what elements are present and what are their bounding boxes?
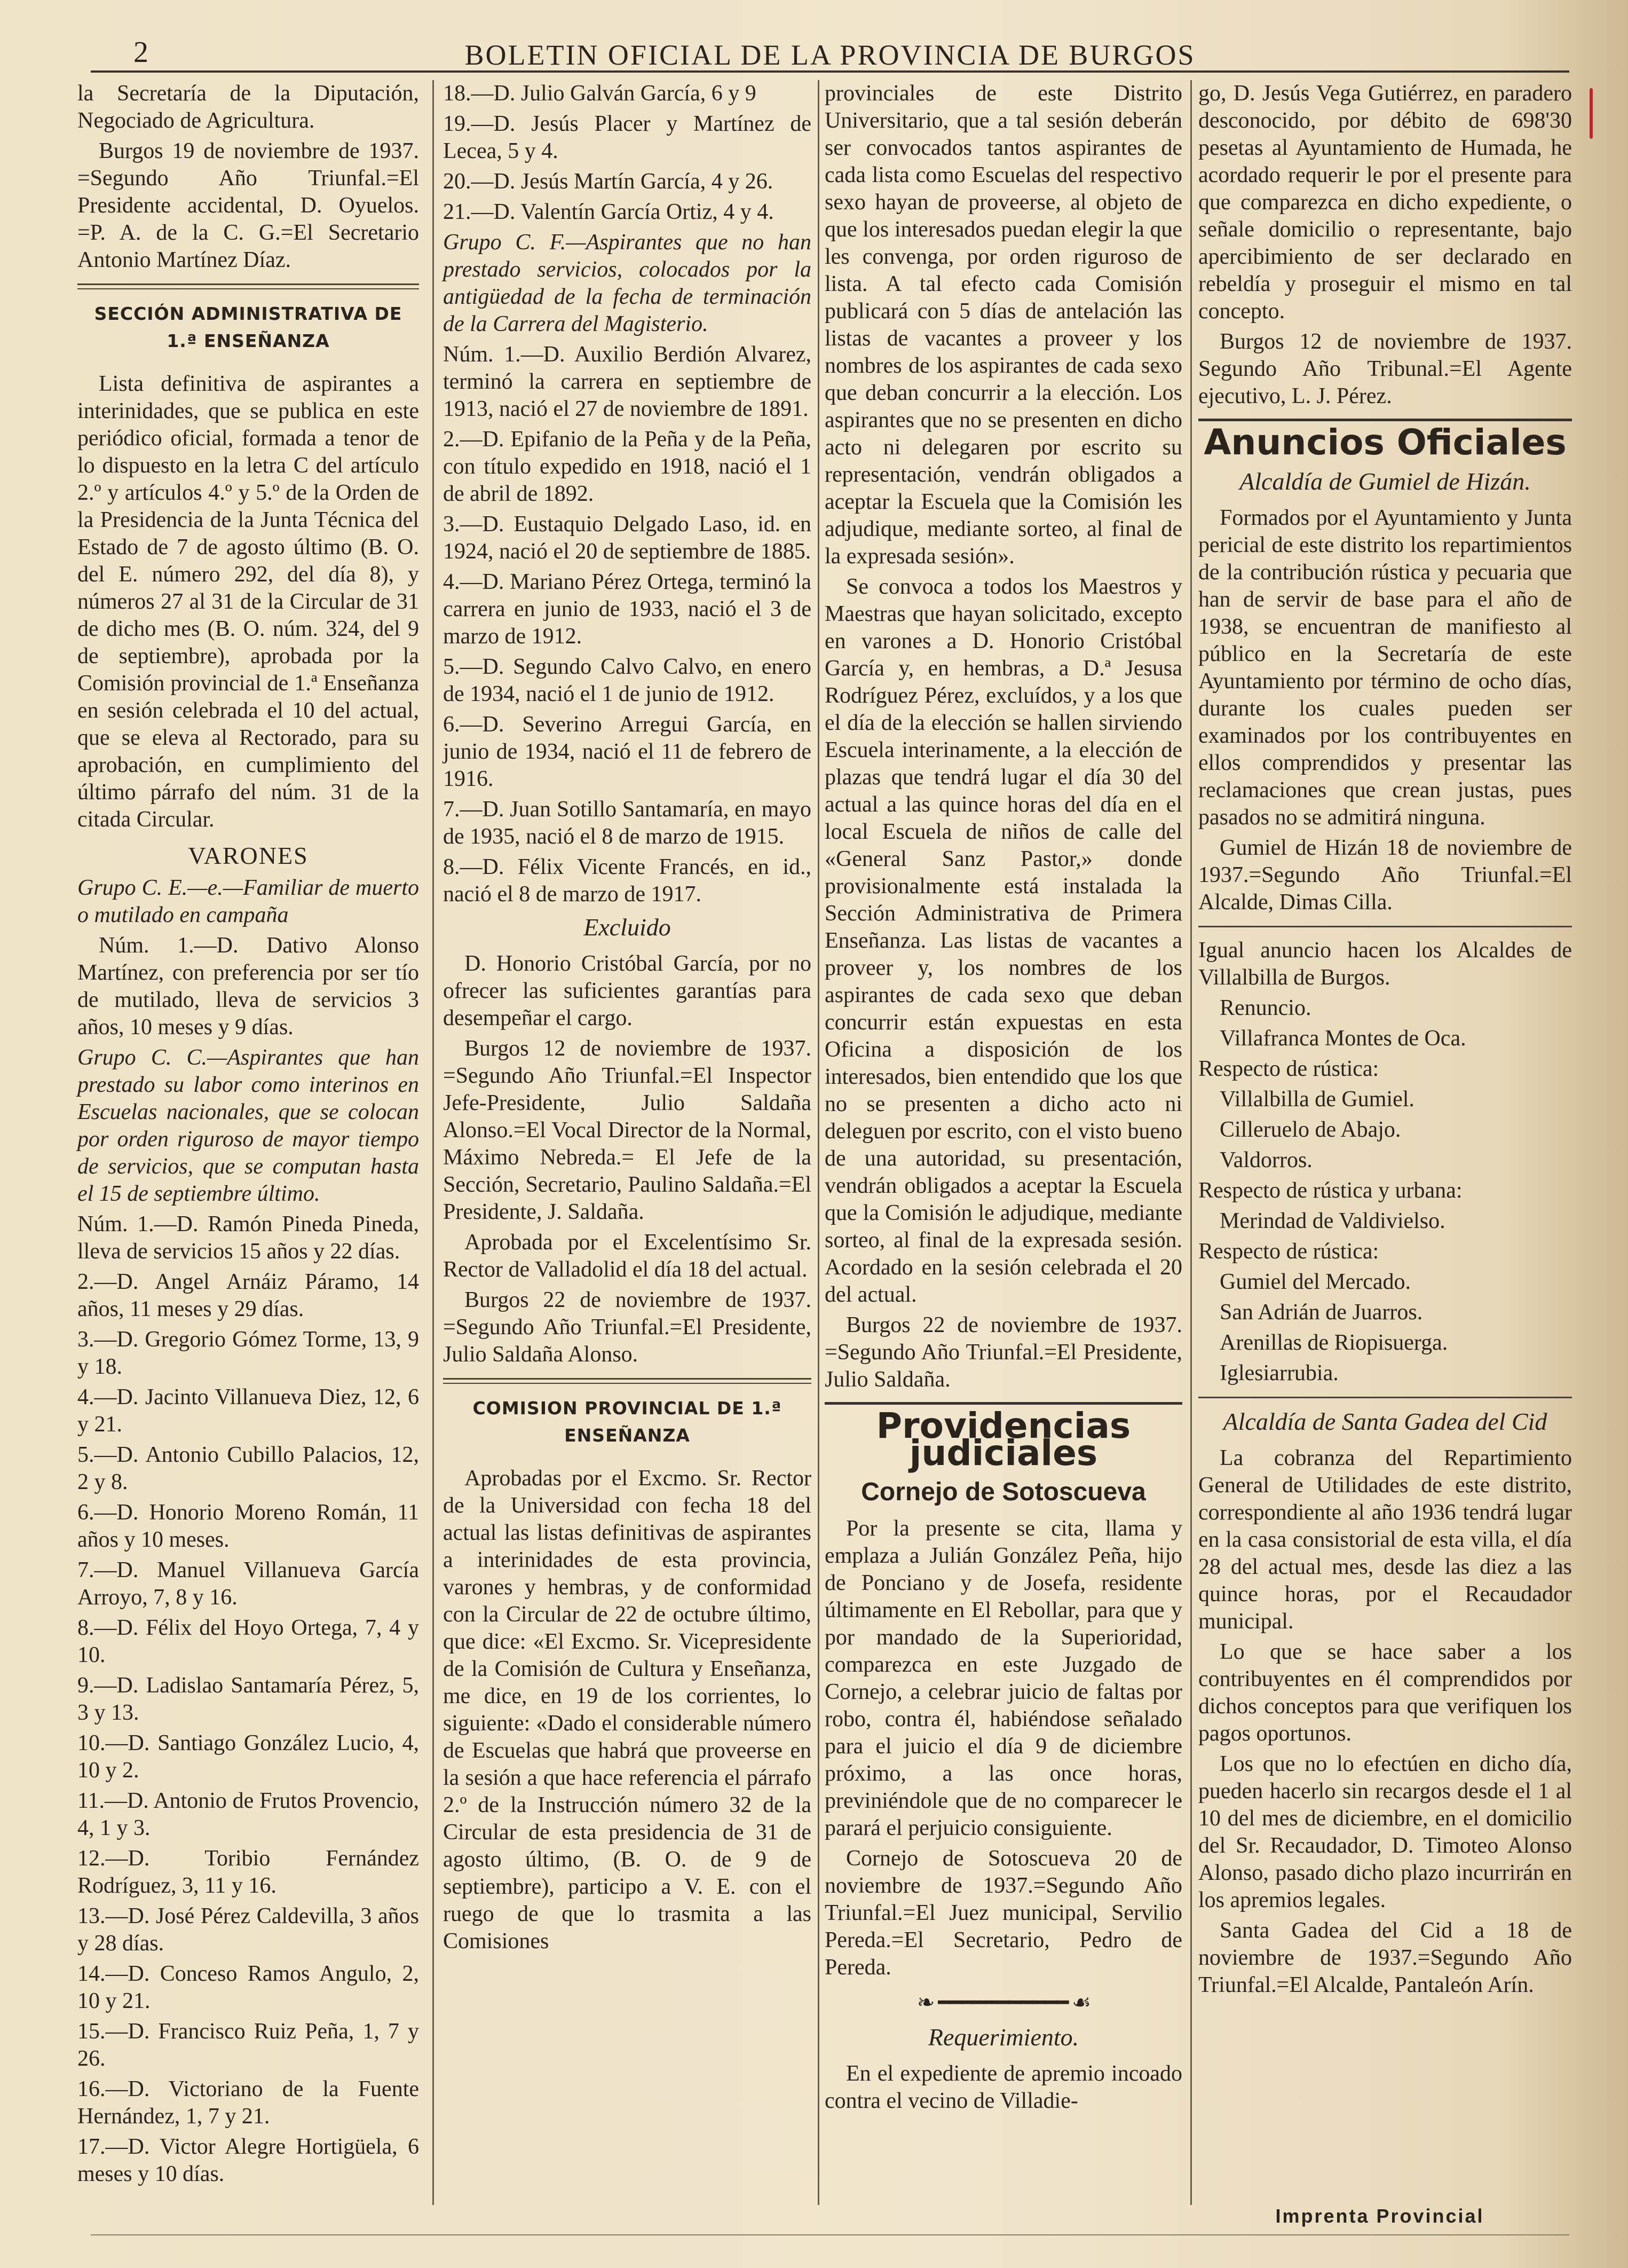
list-item: San Adrián de Juarros. <box>1220 1300 1423 1325</box>
paragraph: go, D. Jesús Vega Gutiérrez, en paradero desconocido, por débito de 698'30 pesetas al Ayuntamiento de Humada, he acordado requerir le por el presente para que comparezca en dicho expediente, o señale domicilio o representante, bajo apercibimiento de ser declarado en rebeldía y proseguir el mismo en tal concepto. <box>1198 81 1572 324</box>
section-rule <box>1198 1397 1572 1398</box>
list-item: Núm. 1.—D. Auxilio Berdión Alvarez, terminó la carrera en septiembre de 1913, nació el 27 de noviembre de 1891. <box>443 342 811 421</box>
paragraph: Santa Gadea del Cid a 18 de noviembre de 1937.=Segundo Año Triunfal.=El Alcalde, Pantaleón Arín. <box>1198 1918 1572 1997</box>
list-item: 2.—D. Epifanio de la Peña y de la Peña, con título expedido en 1918, nació el 1 de abril de 1892. <box>443 427 811 506</box>
paragraph: Aprobadas por el Excmo. Sr. Rector de la Universidad con fecha 18 del actual las listas definitivas de aspirantes a interinidades de esta provincia, varones y hembras, y de conformidad con la Circular de 22 de octubre último, que dice: «El Excmo. Sr. Vicepresidente de la Comisión de Cultura y Enseñanza, me dice, en 19 de los corrientes, lo siguiente: «Dado el considerable número de Escuelas que habrá que proveerse en la sesión a que hace referencia el párrafo 2.º de la Instrucción número 32 de la Circular de esta presidencia de 31 de agosto último, (B. O. de 9 de septiembre), participo a V. E. con el ruego de que lo trasmita a las Comisiones <box>443 1466 811 1954</box>
paragraph: D. Honorio Cristóbal García, por no ofrecer las suficientes garantías para desempeñar el cargo. <box>443 951 811 1030</box>
paragraph: Aprobada por el Excelentísimo Sr. Rector de Valladolid el día 18 del actual. <box>443 1230 811 1282</box>
list-item: 7.—D. Manuel Villanueva García Arroyo, 7, 8 y 16. <box>77 1558 419 1610</box>
list-item: 14.—D. Conceso Ramos Angulo, 2, 10 y 21. <box>77 1962 419 2013</box>
list-item: Igual anuncio hacen los Alcaldes de Villalbilla de Burgos. <box>1198 938 1572 990</box>
page-number: 2 <box>133 36 148 69</box>
candidate-list <box>443 341 811 908</box>
list-item: Gumiel del Mercado. <box>1220 1270 1411 1294</box>
subheading-cornejo: Cornejo de Sotoscueva <box>861 1478 1146 1506</box>
municipality-list <box>1198 937 1572 1387</box>
column-3 <box>825 80 1182 2118</box>
paragraph: Por la presente se cita, llama y emplaza a Julián González Peña, hijo de Ponciano y de Josefa, residente últimamente en El Rebollar, para que y por mandado de la Superioridad, comparezca en este Juzgado de Cornejo, a celebrar juicio de faltas por robo, contra él, habiéndose señalado para el juicio el día 9 de diciembre próximo, a las once horas, previniéndole que de no comparecer le parará el perjuicio consiguiente. <box>825 1516 1182 1840</box>
subheading-santa-gadea: Alcaldía de Santa Gadea del Cid <box>1223 1408 1547 1435</box>
page-header <box>91 33 1569 73</box>
list-item: Renuncio. <box>1220 996 1311 1020</box>
column-divider <box>818 80 819 2205</box>
paragraph: En el expediente de apremio incoado contra el vecino de Villadie- <box>825 2061 1182 2113</box>
list-item: Respecto de rústica y urbana: <box>1198 1178 1463 1203</box>
paragraph: Burgos 22 de noviembre de 1937. =Segundo Año Triunfal.=El Presidente, Julio Saldaña. <box>825 1313 1182 1392</box>
bottom-rule <box>91 2234 1569 2235</box>
list-item: Núm. 1.—D. Dativo Alonso Martínez, con preferencia por ser tío de mutilado, lleva de servicios 3 años, 10 meses y 9 días. <box>77 933 419 1040</box>
list-item: Villalbilla de Gumiel. <box>1220 1087 1414 1112</box>
publication-title: BOLETIN OFICIAL DE LA PROVINCIA DE BURGOS <box>464 39 1196 71</box>
list-item: Respecto de rústica: <box>1198 1057 1379 1081</box>
section-banner-providencias: Providencias judiciales <box>825 1402 1182 1467</box>
column-2 <box>443 80 811 1958</box>
list-item: 16.—D. Victoriano de la Fuente Hernández, 1, 7 y 21. <box>77 2077 419 2129</box>
list-item: 21.—D. Valentín García Ortiz, 4 y 4. <box>443 200 774 224</box>
candidate-list <box>443 80 811 226</box>
paragraph: Cornejo de Sotoscueva 20 de noviembre de 1937.=Segundo Año Triunfal.=El Juez municipal, Servilio Pereda.=El Secretario, Pedro de Pereda. <box>825 1846 1182 1980</box>
list-item: 3.—D. Gregorio Gómez Torme, 13, 9 y 18. <box>77 1327 419 1379</box>
list-item: Cilleruelo de Abajo. <box>1220 1117 1401 1142</box>
section-rule <box>1198 926 1572 927</box>
column-1 <box>77 80 419 2191</box>
list-item: 2.—D. Angel Arnáiz Páramo, 14 años, 11 meses y 29 días. <box>77 1270 419 1321</box>
section-rule <box>77 284 419 289</box>
paragraph: la Secretaría de la Diputación, Negociado de Agricultura. <box>77 81 419 133</box>
paragraph: Burgos 12 de noviembre de 1937. Segundo Año Tribunal.=El Agente ejecutivo, L. J. Pérez. <box>1198 329 1572 408</box>
candidate-list <box>77 1211 419 2188</box>
paragraph: Se convoca a todos los Maestros y Maestras que hayan solicitado, excepto en varones a D. Honorio Cristóbal García y, en hembras, a D.ª Jesusa Rodríguez Pérez, excluídos, y a los que el día de la elección se hallen sirviendo Escuela interinamente, a la elección de plazas que tendrá lugar el día 30 del actual a las quince horas del día en el local Escuela de niños de calle del «General Sanz Pastor,» donde provisionalmente está instalada la Sección Administrativa de Primera Enseñanza. Las listas de vacantes a proveer y, los nombres de los aspirantes de cada sexo que deban concurrir están expuestas en esta Oficina a disposición de los interesados, bien entendido que los que no se presenten a dicho acto ni deleguen por escrito, con el visto bueno de una autoridad, su presentación, vendrán obligados a aceptar la Escuela que la Comisión le adjudique, mediante sorteo, al final de la expresada sesión. Acordado en la sesión celebrada el 20 del actual. <box>825 574 1182 1307</box>
paragraph: provinciales de este Distrito Universitario, que a tal sesión deberán ser convocados tantos aspirantes de cada lista como Escuelas del respectivo sexo hayan de proveerse, al objeto de que los interesados puedan elegir la que les convenga, por orden riguroso de lista. A tal efecto cada Comisión publicará con 5 días de antelación las listas de vacantes a proveer y los nombres de los aspirantes de cada sexo que deban concurrir a la elección. Los aspirantes que no se presenten en dicho acto ni delegaren por escrito su representación, vendrán obligados a aceptar la Escuela que la Comisión les adjudique, mediante sorteo, al final de la expresada sesión». <box>825 81 1182 569</box>
list-item: 4.—D. Mariano Pérez Ortega, terminó la carrera en junio de 1933, nació el 3 de marzo de 1912. <box>443 570 811 649</box>
section-heading: SECCIÓN ADMINISTRATIVA DE 1.ª ENSEÑANZA <box>94 303 402 351</box>
list-item: Núm. 1.—D. Ramón Pineda Pineda, lleva de servicios 15 años y 22 días. <box>77 1212 419 1264</box>
list-item: 13.—D. José Pérez Caldevilla, 3 años y 28 días. <box>77 1904 419 1956</box>
list-item: 6.—D. Severino Arregui García, en junio de 1934, nació el 11 de febrero de 1916. <box>443 712 811 791</box>
list-item: 7.—D. Juan Sotillo Santamaría, en mayo de 1935, nació el 8 de marzo de 1915. <box>443 797 811 849</box>
list-item: 15.—D. Francisco Ruiz Peña, 1, 7 y 26. <box>77 2019 419 2071</box>
list-item: Arenillas de Riopisuerga. <box>1220 1330 1448 1355</box>
paragraph: Los que no lo efectúen en dicho día, pueden hacerlo sin recargos desde el 1 al 10 del mes de diciembre, en el domicilio del Sr. Recaudador, D. Timoteo Alonso Alonso, pasado dicho plazo incurrirán en los apremios legales. <box>1198 1752 1572 1912</box>
list-item: Merindad de Valdivielso. <box>1220 1209 1445 1233</box>
subheading-varones: VARONES <box>188 842 309 869</box>
list-item: 5.—D. Antonio Cubillo Palacios, 12, 2 y 8. <box>77 1443 419 1494</box>
ornament-divider: ❧ ━━━━━━━━━━━ ☙ <box>916 1990 1090 2014</box>
list-item: 8.—D. Félix del Hoyo Ortega, 7, 4 y 10. <box>77 1616 419 1667</box>
printer-imprint: Imprenta Provincial <box>1275 2205 1484 2227</box>
list-item: 8.—D. Félix Vicente Francés, en id., nació el 8 de marzo de 1917. <box>443 855 811 907</box>
list-item: 19.—D. Jesús Placer y Martínez de Lecea, 5 y 4. <box>443 112 811 163</box>
list-item: 5.—D. Segundo Calvo Calvo, en enero de 1934, nació el 1 de junio de 1912. <box>443 655 811 706</box>
list-item: Respecto de rústica: <box>1198 1239 1379 1264</box>
list-item: 10.—D. Santiago González Lucio, 4, 10 y 2. <box>77 1731 419 1783</box>
list-item: 4.—D. Jacinto Villanueva Diez, 12, 6 y 21. <box>77 1385 419 1437</box>
subheading-excluido: Excluido <box>583 914 671 941</box>
column-divider <box>1190 80 1192 2205</box>
list-item: 20.—D. Jesús Martín García, 4 y 26. <box>443 169 773 194</box>
paragraph: La cobranza del Repartimiento General de Utilidades de este distrito, correspondiente al año 1936 tendrá lugar en la casa consistorial de esta villa, el día 28 del actual mes, desde las diez a las quince horas, por el Recaudador municipal. <box>1198 1446 1572 1634</box>
section-heading: COMISION PROVINCIAL DE 1.ª ENSEÑANZA <box>472 1398 782 1446</box>
list-item: 6.—D. Honorio Moreno Román, 11 años y 10 meses. <box>77 1500 419 1552</box>
list-item: Iglesiarrubia. <box>1220 1361 1339 1385</box>
list-item: 17.—D. Victor Alegre Hortigüela, 6 meses y 10 días. <box>77 2135 419 2186</box>
list-item: Villafranca Montes de Oca. <box>1220 1026 1466 1051</box>
paragraph: Burgos 12 de noviembre de 1937. =Segundo Año Triunfal.=El Inspector Jefe-Presidente, Julio Saldaña Alonso.=El Vocal Director de la Normal, Máximo Nebreda.= El Jefe de la Sección, Secretario, Paulino Saldaña.=El Presidente, J. Saldaña. <box>443 1036 811 1224</box>
list-item: 12.—D. Toribio Fernández Rodríguez, 3, 11 y 16. <box>77 1846 419 1898</box>
paragraph: Burgos 22 de noviembre de 1937. =Segundo Año Triunfal.=El Presidente, Julio Saldaña Alonso. <box>443 1288 811 1367</box>
subheading-requerimiento: Requerimiento. <box>928 2023 1079 2051</box>
paragraph: Formados por el Ayuntamiento y Junta pericial de este distrito los repartimientos de la contribución rústica y pecuaria que han de servir de base para el año de 1938, se encuentran de manifiesto al público en la Secretaría de este Ayuntamiento por término de ocho días, durante los cuales pueden ser examinados por los contribuyentes en ellos comprendidos y presentar las reclamaciones que crean justas, pues pasados no se admitirá ninguna. <box>1198 506 1572 830</box>
group-heading: Grupo C. E.—e.—Familiar de muerto o mutilado en campaña <box>77 876 419 927</box>
paragraph: Lista definitiva de aspirantes a interinidades, que se publica en este periódico oficial, formada a tenor de lo dispuesto en la letra C del artículo 2.º y artículos 4.º y 5.º de la Orden de la Presidencia de la Junta Técnica del Estado de 7 de agosto último (B. O. del E. número 292, del día 8), y números 27 al 31 de la Circular de 31 de dicho mes (B. O. núm. 324, del 9 de septiembre), aprobada por la Comisión provincial de 1.ª Enseñanza en sesión celebrada el 10 del actual, que se eleva al Rectorado, para su aprobación, en cumplimiento del último párrafo del núm. 31 de la citada Circular. <box>77 372 419 832</box>
list-item: 3.—D. Eustaquio Delgado Laso, id. en 1924, nació el 20 de septiembre de 1885. <box>443 512 811 564</box>
paragraph: Burgos 19 de noviembre de 1937. =Segundo Año Triunfal.=El Presidente accidental, D. Oyuelos. =P. A. de la C. G.=El Secretario Antonio Martínez Díaz. <box>77 139 419 272</box>
paragraph: Gumiel de Hizán 18 de noviembre de 1937.=Segundo Año Triunfal.=El Alcalde, Dimas Cilla. <box>1198 836 1572 915</box>
list-item: 11.—D. Antonio de Frutos Provencio, 4, 1 y 3. <box>77 1789 419 1840</box>
red-margin-mark <box>1590 88 1593 139</box>
column-4 <box>1198 80 1572 2002</box>
section-rule <box>443 1378 811 1384</box>
list-item: 9.—D. Ladislao Santamaría Pérez, 5, 3 y 13. <box>77 1673 419 1725</box>
subheading-gumiel: Alcaldía de Gumiel de Hizán. <box>1239 468 1531 495</box>
section-banner-anuncios: Anuncios Oficiales <box>1198 419 1572 456</box>
list-item: Valdorros. <box>1220 1148 1313 1172</box>
list-item: 18.—D. Julio Galván García, 6 y 9 <box>443 81 756 106</box>
paragraph: Lo que se hace saber a los contribuyentes en él comprendidos por dichos conceptos para que verifiquen los pagos oportunos. <box>1198 1640 1572 1746</box>
group-heading: Grupo C. C.—Aspirantes que han prestado su labor como interinos en Escuelas nacionales, que se colocan por orden riguroso de mayor tiempo de servicios, que se computan hasta el 15 de septiembre último. <box>77 1045 419 1206</box>
group-heading: Grupo C. F.—Aspirantes que no han prestado servicios, colocados por la antigüedad de la fecha de terminación de la Carrera del Magisterio. <box>443 230 811 336</box>
column-divider <box>432 80 434 2205</box>
